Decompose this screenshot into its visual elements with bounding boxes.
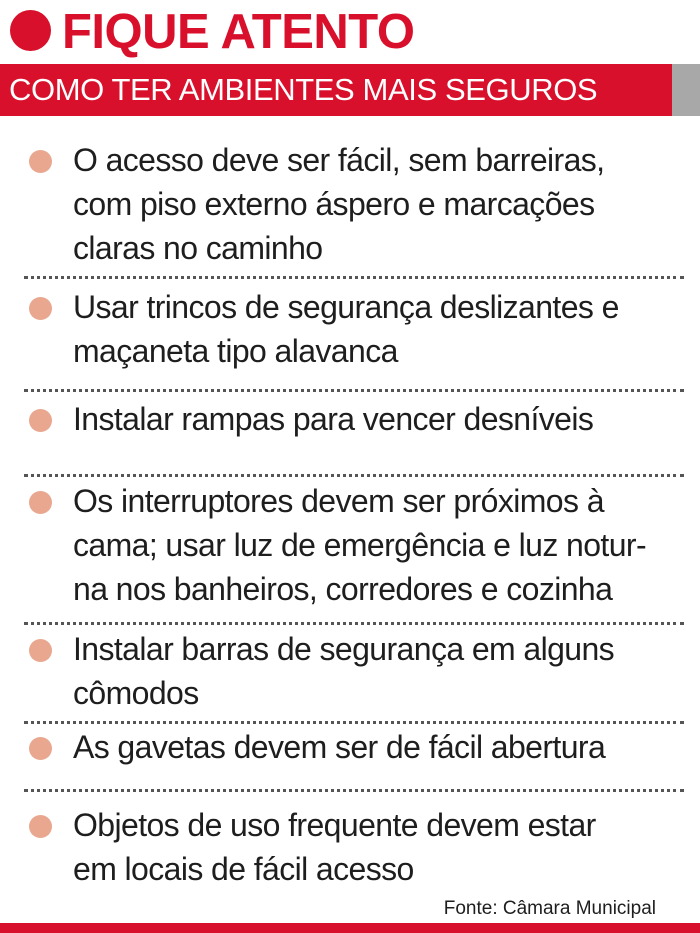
header-dot-icon [10, 10, 51, 51]
list-item-text: Os interruptores devem ser próximos à cama; usar luz de emergência e luz notur- na nos banheiros, corredores e cozinha [73, 483, 647, 607]
subtitle-gray-tab [672, 64, 700, 116]
bullet-icon [29, 491, 52, 514]
subtitle-bar [0, 64, 700, 116]
bullet-icon [29, 639, 52, 662]
list-item-text: Usar trincos de segurança deslizantes e maçaneta tipo alavanca [73, 289, 619, 369]
list-item-text: Instalar rampas para vencer desníveis [73, 401, 594, 437]
bullet-icon [29, 815, 52, 838]
list-item-text: Objetos de uso frequente devem estar em locais de fácil acesso [73, 807, 596, 887]
bottom-bar [0, 923, 700, 933]
dotted-divider [24, 789, 684, 792]
list-item-text: O acesso deve ser fácil, sem barreiras, com piso externo áspero e marcações claras no caminho [73, 142, 605, 266]
dotted-divider [24, 389, 684, 392]
header [0, 0, 700, 62]
list-item-text: Instalar barras de segurança em alguns cômodos [73, 631, 615, 711]
dotted-divider [24, 474, 684, 477]
list-item-text: As gavetas devem ser de fácil abertura [73, 729, 606, 765]
bullet-icon [29, 297, 52, 320]
subtitle-text: COMO TER AMBIENTES MAIS SEGUROS [9, 72, 598, 107]
source-credit: Fonte: Câmara Municipal [443, 898, 656, 919]
bullet-icon [29, 409, 52, 432]
bullet-icon [29, 737, 52, 760]
bullet-icon [29, 150, 52, 173]
dotted-divider [24, 622, 684, 625]
dotted-divider [24, 721, 684, 724]
dotted-divider [24, 276, 684, 279]
page-title: FIQUE ATENTO [62, 5, 415, 59]
